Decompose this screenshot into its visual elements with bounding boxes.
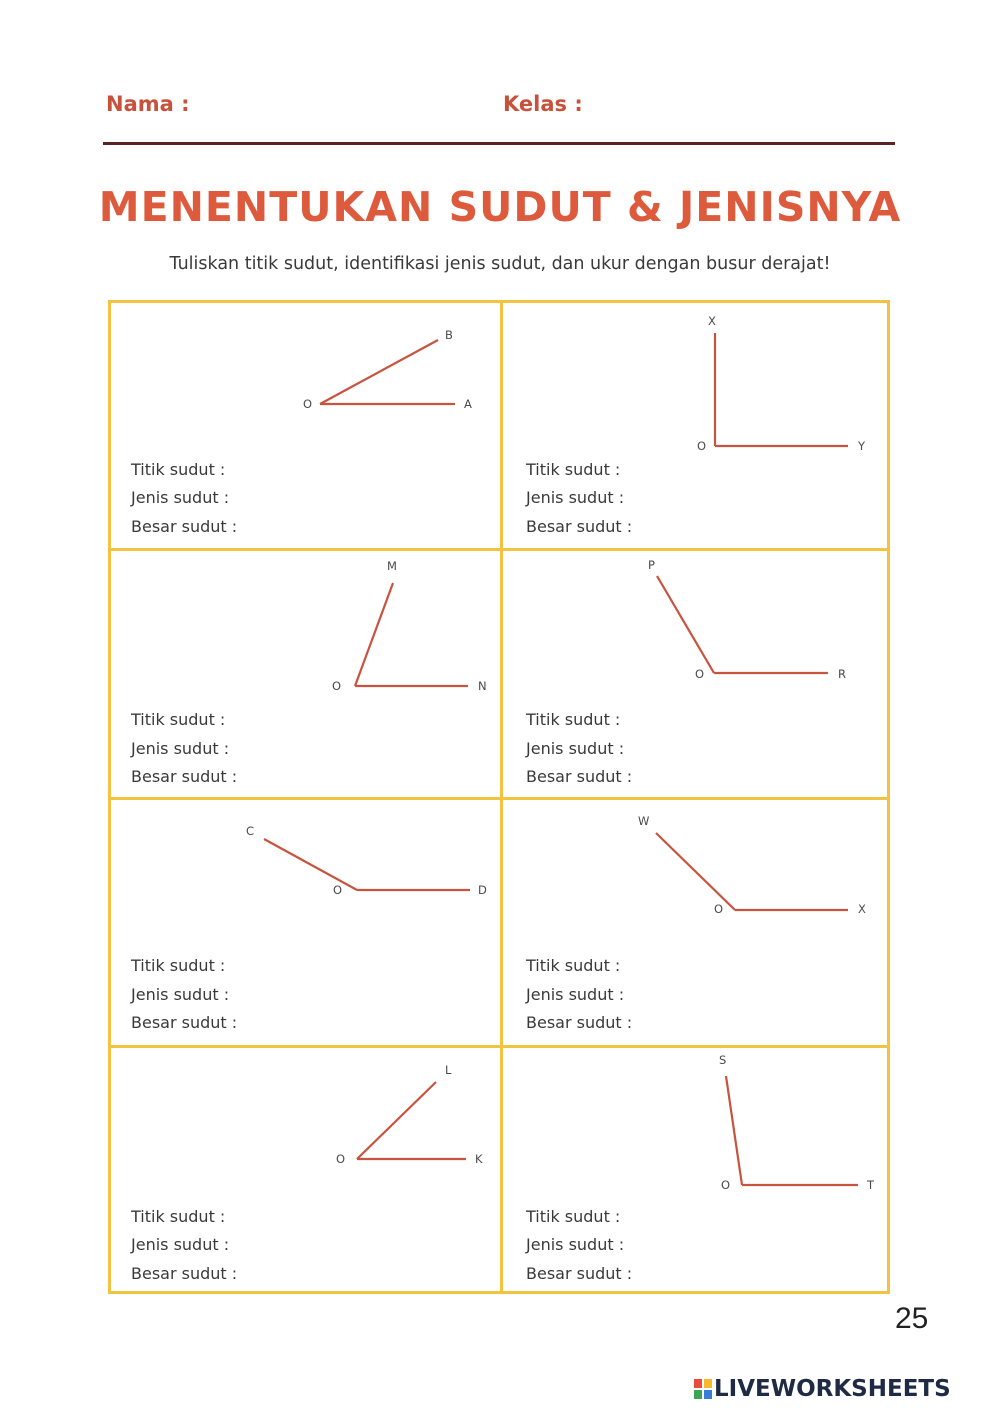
point-label: P xyxy=(648,558,655,572)
question-angle-type: Jenis sudut : xyxy=(131,985,230,1004)
brand-name: LIVEWORKSHEETS xyxy=(714,1376,951,1402)
vertex-label: O xyxy=(697,439,707,453)
question-angle-type: Jenis sudut : xyxy=(526,488,625,507)
vertex-label: O xyxy=(336,1152,346,1166)
question-angle-size: Besar sudut : xyxy=(526,517,633,536)
ray xyxy=(657,576,714,673)
question-angle-size: Besar sudut : xyxy=(526,1013,633,1032)
point-label: T xyxy=(867,1178,875,1192)
angle-figure-2 xyxy=(697,314,866,453)
question-angle-size: Besar sudut : xyxy=(131,1264,238,1283)
question-angle-size: Besar sudut : xyxy=(526,1264,633,1283)
point-label: R xyxy=(838,667,846,681)
point-label: L xyxy=(445,1063,452,1077)
angle-figure-7 xyxy=(336,1063,483,1166)
point-label: C xyxy=(246,824,255,838)
question-angle-type: Jenis sudut : xyxy=(131,488,230,507)
question-vertex: Titik sudut : xyxy=(131,956,226,975)
page-number: 25 xyxy=(895,1302,929,1335)
question-vertex: Titik sudut : xyxy=(526,1207,621,1226)
ray xyxy=(320,340,438,404)
question-vertex: Titik sudut : xyxy=(131,460,226,479)
vertex-label: O xyxy=(303,397,313,411)
ray xyxy=(357,1082,436,1159)
point-label: X xyxy=(708,314,716,328)
question-angle-type: Jenis sudut : xyxy=(526,1235,625,1254)
angle-figure-1 xyxy=(303,328,472,411)
question-angle-size: Besar sudut : xyxy=(526,767,633,786)
question-angle-type: Jenis sudut : xyxy=(526,985,625,1004)
name-label: Nama : xyxy=(106,92,190,116)
point-label: N xyxy=(478,679,487,693)
angle-figure-6 xyxy=(638,814,866,916)
question-vertex: Titik sudut : xyxy=(526,956,621,975)
question-angle-type: Jenis sudut : xyxy=(526,739,625,758)
point-label: X xyxy=(858,902,866,916)
vertex-label: O xyxy=(332,679,342,693)
point-label: Y xyxy=(858,439,866,453)
question-angle-type: Jenis sudut : xyxy=(131,739,230,758)
worksheet-title: MENENTUKAN SUDUT & JENISNYA xyxy=(98,183,902,231)
point-label: S xyxy=(719,1053,727,1067)
brand-logo-icon xyxy=(694,1379,712,1399)
question-angle-type: Jenis sudut : xyxy=(131,1235,230,1254)
vertex-label: O xyxy=(695,667,705,681)
question-angle-size: Besar sudut : xyxy=(131,1013,238,1032)
point-label: K xyxy=(475,1152,483,1166)
point-label: A xyxy=(464,397,472,411)
angle-figure-3 xyxy=(332,559,487,693)
question-vertex: Titik sudut : xyxy=(526,460,621,479)
point-label: W xyxy=(638,814,650,828)
vertex-label: O xyxy=(721,1178,731,1192)
angle-figure-8 xyxy=(719,1053,875,1192)
angle-figure-5 xyxy=(246,824,487,897)
question-angle-size: Besar sudut : xyxy=(131,767,238,786)
vertex-label: O xyxy=(714,902,724,916)
point-label: D xyxy=(478,883,487,897)
angle-figure-4 xyxy=(648,558,846,681)
ray xyxy=(264,839,357,890)
worksheet-instruction: Tuliskan titik sudut, identifikasi jenis sudut, dan ukur dengan busur derajat! xyxy=(169,254,831,274)
question-vertex: Titik sudut : xyxy=(526,710,621,729)
point-label: M xyxy=(387,559,397,573)
point-label: B xyxy=(445,328,453,342)
class-label: Kelas : xyxy=(503,92,583,116)
question-angle-size: Besar sudut : xyxy=(131,517,238,536)
brand-watermark[interactable] xyxy=(694,1374,951,1404)
vertex-label: O xyxy=(333,883,343,897)
question-vertex: Titik sudut : xyxy=(131,1207,226,1226)
ray xyxy=(726,1076,742,1185)
ray xyxy=(355,583,393,686)
ray xyxy=(656,833,735,910)
question-vertex: Titik sudut : xyxy=(131,710,226,729)
